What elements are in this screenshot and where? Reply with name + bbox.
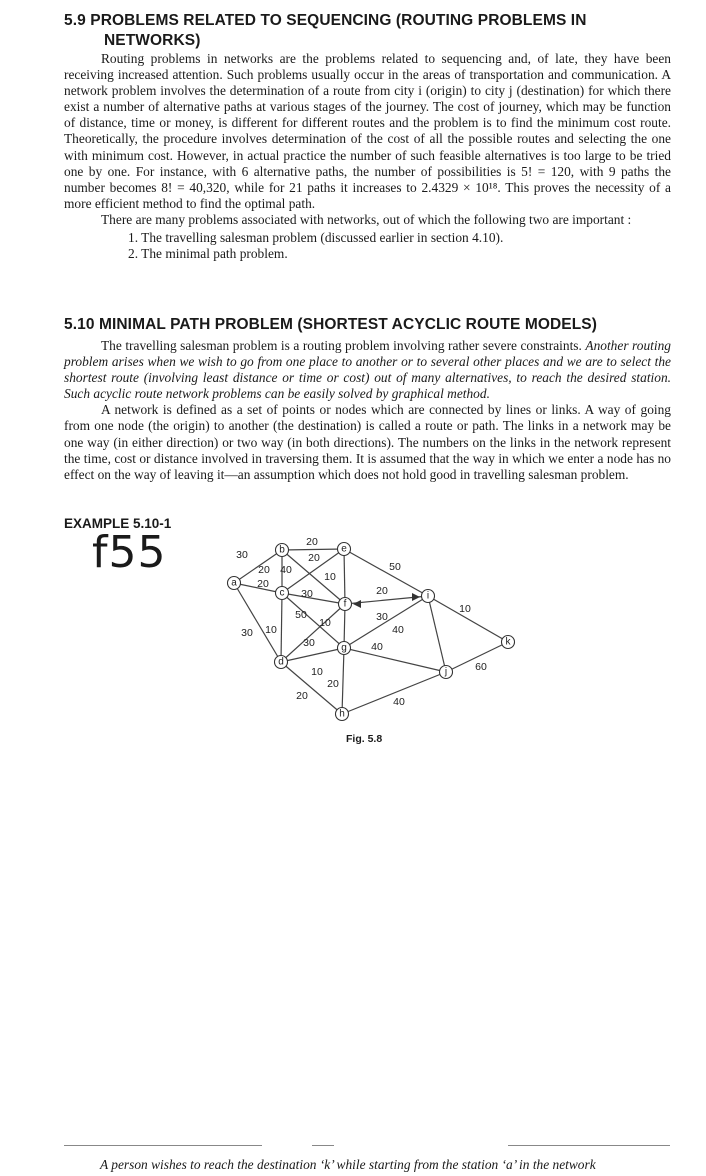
footer-rule-right — [508, 1145, 670, 1146]
edge-a-d — [234, 583, 281, 662]
svg-text:k: k — [505, 636, 511, 648]
edge-label: 20 — [258, 564, 270, 576]
figure-caption: Fig. 5.8 — [346, 733, 383, 745]
node-e — [338, 543, 351, 556]
arrowhead — [412, 593, 420, 601]
edge-label: 30 — [301, 588, 313, 600]
node-a — [228, 577, 241, 590]
edge-label: 30 — [376, 611, 388, 623]
list-item: 2. The minimal path problem. — [128, 246, 288, 262]
edge-label: 20 — [376, 585, 388, 597]
edge-label: 50 — [389, 561, 401, 573]
node-i — [422, 590, 435, 603]
edge-label: 20 — [327, 678, 339, 690]
edge-c-f — [282, 593, 345, 604]
section-5-10-paragraph-2: A network is defined as a set of points or nodes which are connected by lines or links. A way of going from one node (the origin) to another (the destination) is called a route or path. The links in a network may be one way (in either direction) or two way (in both directions). The numbers on the links in the network represent the time, cost or distance involved in traversing them. It is assumed that the way in which we enter a node has no effect on the way of leaving it—an assumption which does not hold good in travelling salesman problem. — [64, 402, 671, 482]
svg-text:i: i — [426, 590, 430, 602]
svg-text:e: e — [341, 543, 347, 555]
edge-g-h — [342, 648, 344, 714]
footer-problem-statement: A person wishes to reach the destination ‘k’ while starting from the station ‘a’ in the network — [100, 1157, 596, 1172]
svg-text:a: a — [231, 577, 237, 589]
edge-label: 40 — [280, 564, 292, 576]
example-label: EXAMPLE 5.10-1 — [64, 516, 172, 531]
edge-label: 20 — [257, 578, 269, 590]
footer-rule-left — [64, 1145, 262, 1146]
edge-label: 60 — [475, 661, 487, 673]
svg-text:d: d — [278, 656, 284, 668]
edge-e-f — [344, 549, 345, 604]
edge-label: 30 — [241, 627, 253, 639]
edge-f-d — [281, 604, 345, 662]
edge-label: 50 — [295, 609, 307, 621]
node-g — [338, 642, 351, 655]
section-5-9-paragraph-2: There are many problems associated with networks, out of which the following two are important : — [101, 211, 632, 227]
section-5-9-heading-line2: NETWORKS) — [104, 32, 201, 49]
edge-label: 40 — [371, 641, 383, 653]
svg-text:j: j — [444, 666, 448, 678]
paragraph-italic-text: Another routing problem arises when we wish to go from one place to another or to several other places and we are to select the shortest route (involving least distance or time or cost) out of many alternatives, to reach the desired station. Such acyclic route network problems can be easily solved by graphical method. — [64, 338, 671, 402]
edge-label: 10 — [311, 666, 323, 678]
node-d — [275, 656, 288, 669]
edge-label: 20 — [308, 552, 320, 564]
svg-text:g: g — [341, 642, 347, 654]
footer-rule-center — [312, 1145, 334, 1146]
list-item: 1. The travelling salesman problem (discussed earlier in section 4.10). — [128, 230, 504, 246]
edge-label: 40 — [393, 696, 405, 708]
edge-d-g — [281, 648, 344, 662]
node-b — [276, 544, 289, 557]
edge-label: 10 — [265, 624, 277, 636]
edge-label: 10 — [324, 571, 336, 583]
node-k — [502, 636, 515, 649]
edge-b-e — [282, 549, 344, 550]
svg-text:f: f — [343, 598, 347, 610]
svg-text:b: b — [279, 544, 285, 556]
svg-text:c: c — [279, 587, 285, 599]
edge-label: 10 — [459, 603, 471, 615]
edge-label: 20 — [296, 690, 308, 702]
node-f — [339, 598, 352, 611]
section-5-9-heading-line1: 5.9 PROBLEMS RELATED TO SEQUENCING (ROUTING PROBLEMS IN — [64, 12, 587, 29]
arrowhead — [353, 600, 361, 608]
handwritten-annotation: f55 — [92, 527, 167, 578]
edge-i-j — [428, 596, 446, 672]
edge-label: 10 — [319, 617, 331, 629]
svg-text:h: h — [339, 708, 345, 720]
edge-c-d — [281, 593, 282, 662]
section-5-9-paragraph-1: Routing problems in networks are the problems related to sequencing and, of late, they have been receiving increased attention. Such problems usually occur in the areas of transportation and communication. A network problem involves the determination of a route from city i (origin) to city j (destination) for which there exist a number of alternative paths at various stages of the journey. The cost of journey, which may be function of distance, time or money, is different for different routes and the problem is to find the minimum cost route. Theoretically, the procedure involves determination of the cost of all the possible routes and selecting the one with minimum cost. However, in actual practice the number of such feasible alternatives is too large to be tried one by one. For instance, with 6 alternative paths, the number of possibilities is 5! = 120, with 9 paths the number becomes 8! = 40,320, while for 21 paths it increases to 2.4329 × 10¹⁸. This proves the necessity of a more efficient method to find the optimal path. — [64, 51, 671, 211]
edge-g-j — [344, 648, 446, 672]
paragraph-plain-text: The travelling salesman problem is a routing problem involving rather severe constraints. — [101, 338, 582, 353]
node-h — [336, 708, 349, 721]
section-5-10-heading: 5.10 MINIMAL PATH PROBLEM (SHORTEST ACYCLIC ROUTE MODELS) — [64, 316, 598, 333]
edge-label: 20 — [306, 536, 318, 548]
edge-label: 30 — [303, 637, 315, 649]
node-j — [440, 666, 453, 679]
node-c — [276, 587, 289, 600]
edge-label: 30 — [236, 549, 248, 561]
edge-label: 40 — [392, 624, 404, 636]
